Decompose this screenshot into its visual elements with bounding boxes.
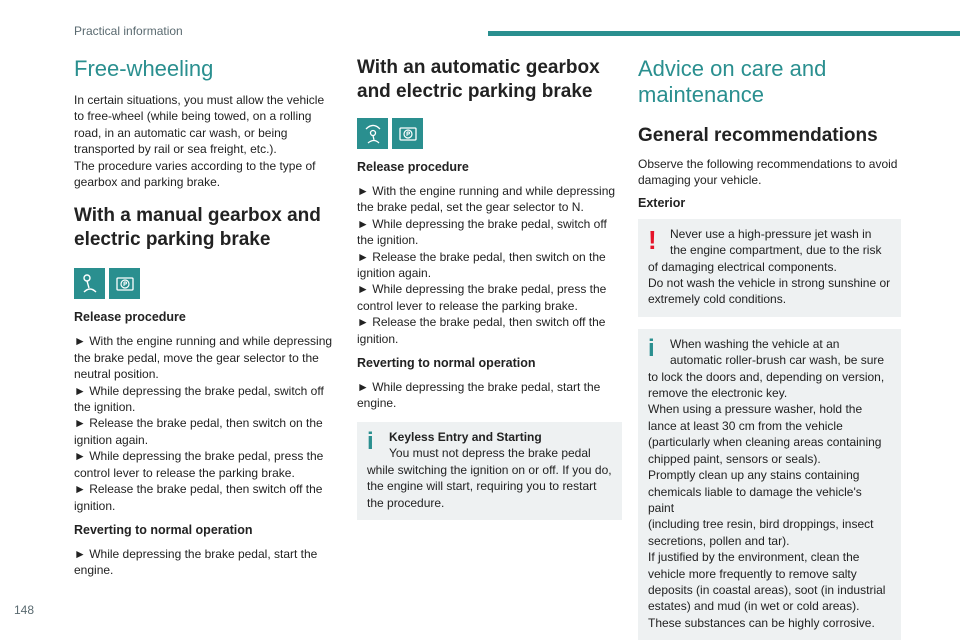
keyless-info-note: i Keyless Entry and Starting You must not depress the brake pedal while switching the ignition on or off. If you do, the engine will start, requiring you to restart the procedure.	[357, 422, 622, 520]
column-free-wheeling	[74, 56, 344, 579]
section-title: Practical information	[74, 24, 183, 38]
column-automatic-gearbox	[357, 56, 622, 520]
manual-gearbox-heading: With a manual gearbox and electric parking brake	[74, 205, 321, 251]
parking-brake-icon	[109, 268, 140, 299]
general-recommendations-heading: General recommendations	[638, 125, 878, 146]
info-icon: i	[648, 334, 655, 362]
warning-note: ! Never use a high-pressure jet wash in the engine compartment, due to the risk of damaging electrical components. Do not wash the vehicle in strong sunshine or extremely cold conditions.	[638, 219, 901, 317]
gear-lever-icon	[74, 268, 105, 299]
free-wheeling-title: Free-wheeling	[74, 56, 214, 81]
automatic-gearbox-heading: With an automatic gearbox and electric parking brake	[357, 57, 600, 102]
automatic-gearbox-icon	[357, 118, 388, 149]
warning-icon: !	[648, 224, 657, 255]
note-title: Keyless Entry and Starting	[389, 429, 542, 444]
release-steps: ► With the engine running and while depressing the brake pedal, move the gear selector to the neutral position. ► While depressing the brake pedal, switch off the ignition. ► Release the brake pedal, then switch on the ignition again. ► While depressing the brake pedal, press the control lever to release the parking brake. ► Release the brake pedal, then switch off the ignition.	[74, 334, 333, 513]
column-care-maintenance	[638, 56, 901, 640]
reverting-steps: ► While depressing the brake pedal, start the engine.	[357, 380, 601, 411]
header-accent-bar	[488, 31, 960, 36]
manual-icons	[74, 268, 344, 299]
reverting-title: Reverting to normal operation	[74, 522, 253, 537]
free-wheeling-intro: In certain situations, you must allow the vehicle to free-wheel (while being towed, on a rolling road, in an automatic car wash, or being transported by rail or sea freight, etc.). The procedure varies according to the type of gearbox and parking brake.	[74, 93, 325, 190]
release-steps: ► With the engine running and while depressing the brake pedal, set the gear selector to N. ► While depressing the brake pedal, switch off the ignition. ► Release the brake pedal, then switch on the ignition again. ► While depressing the brake pedal, press the control lever to release the parking brake. ► Release the brake pedal, then switch off the ignition.	[357, 184, 616, 346]
exterior-title: Exterior	[638, 195, 686, 210]
automatic-icons	[357, 118, 622, 149]
parking-brake-icon	[392, 118, 423, 149]
info-icon: i	[367, 427, 374, 455]
page-number: 148	[14, 603, 35, 617]
release-procedure-title: Release procedure	[74, 310, 186, 325]
care-title: Advice on care and maintenance	[638, 56, 827, 107]
release-procedure-title: Release procedure	[357, 160, 469, 174]
care-intro: Observe the following recommendations to avoid damaging your vehicle.	[638, 157, 898, 188]
reverting-steps: ► While depressing the brake pedal, start the engine.	[74, 546, 318, 578]
reverting-title: Reverting to normal operation	[357, 356, 536, 371]
washing-info-note: i When washing the vehicle at an automatic roller-brush car wash, be sure to lock the doors and, depending on version, remove the electronic key. When using a pressure washer, hold the lance at least 30 cm from the vehicle (particularly when cleaning areas containing chipped paint, sensors or seals). Promptly clean up any stains containing chemicals liable to damage the vehicle's paint (including tree resin, bird droppings, insect secretions, pollen and tar). If justified by the environment, clean the vehicle more frequently to remove salty deposits (in coastal areas), soot (in industrial estates) and mud (in wet or cold areas). These substances can be highly corrosive.	[638, 329, 901, 640]
